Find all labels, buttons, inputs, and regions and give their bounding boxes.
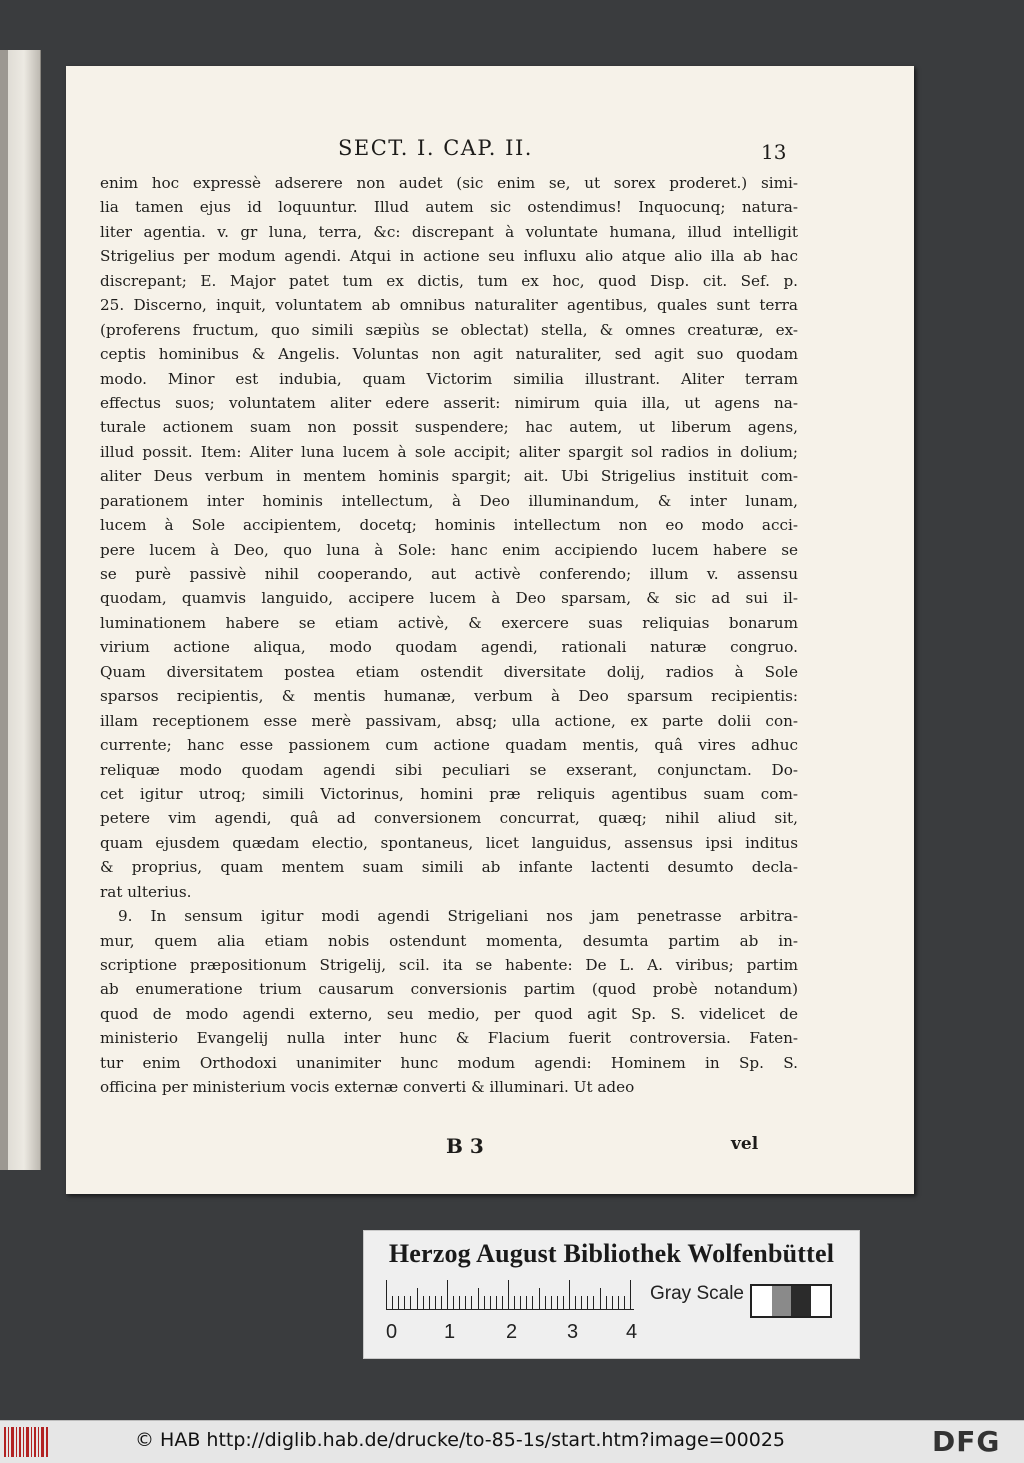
text-line: currente; hanc esse passionem cum actione quadam mentis, quâ vires adhuc [100, 736, 798, 755]
gray-scale-swatches [750, 1284, 832, 1318]
ruler-tick [478, 1288, 479, 1310]
barcode-bar [4, 1427, 6, 1457]
signature-mark: B 3 [446, 1134, 484, 1158]
book-spine-shadow [0, 50, 8, 1170]
barcode-bar [38, 1427, 39, 1457]
ruler-tick [502, 1296, 503, 1310]
dfg-logo[interactable]: DFG [932, 1425, 1001, 1458]
barcode-bar [8, 1427, 9, 1457]
text-line: Quam diversitatem postea etiam ostendit diversitate dolij, radios à Sole [100, 662, 798, 681]
text-line: petere vim agendi, quâ ad conversionem concurrat, quæq; nihil aliud sit, [100, 809, 798, 828]
ruler-tick [581, 1296, 582, 1310]
copyright-url[interactable]: © HAB http://diglib.hab.de/drucke/to-85-1s/start.htm?image=00025 [135, 1429, 785, 1451]
text-line: (proferens fructum, quo simili sæpiùs se oblectat) stella, & omnes creaturæ, ex- [100, 320, 798, 339]
ruler-tick [587, 1296, 588, 1310]
text-line: reliquæ modo quodam agendi sibi peculiari se exserant, conjunctam. Do- [100, 760, 798, 779]
scale-number-4: 4 [626, 1321, 638, 1343]
text-line: ceptis hominibus & Angelis. Voluntas non agit naturaliter, sed agit suo quodam [100, 345, 798, 364]
text-line: liter agentia. v. gr luna, terra, &c: discrepant à voluntate humana, illud intelligit [100, 222, 798, 241]
barcode-bar [23, 1427, 24, 1457]
text-line: scriptione præpositionum Strigelij, scil. ita se habente: De L. A. viribus; partim [100, 956, 798, 974]
text-line: rat ulterius. [100, 882, 192, 901]
ruler-tick [496, 1296, 497, 1310]
ruler-tick [471, 1296, 472, 1310]
page-body-text [100, 171, 798, 1100]
ruler-tick [429, 1296, 430, 1310]
ruler-tick [398, 1296, 399, 1310]
running-header [66, 136, 914, 166]
ruler-tick [563, 1296, 564, 1310]
barcode-bar [19, 1427, 21, 1457]
text-line: 9. In sensum igitur modi agendi Strigeliani nos jam penetrasse arbitra- [118, 907, 798, 926]
gray-scale-label: Gray Scale [650, 1283, 744, 1304]
text-line: lucem à Sole accipientem, docetq; hominis intellectum non eo modo acci- [100, 516, 798, 535]
catchword: vel [731, 1134, 759, 1154]
text-line: virium actione aliqua, modo quodam agendi, rationali naturæ congruo. [100, 638, 798, 657]
scale-number-2: 2 [506, 1321, 518, 1343]
text-line: quam ejusdem quædam electio, spontaneus, licet languidus, assensus ipsi inditus [100, 833, 798, 852]
text-line: discrepant; E. Major patet tum ex dictis, tum ex hoc, quod Disp. cit. Sef. p. [100, 271, 798, 290]
barcode-bar [26, 1427, 29, 1457]
ruler-tick [526, 1296, 527, 1310]
ruler-tick [575, 1296, 576, 1310]
barcode-bar [34, 1427, 36, 1457]
text-line: pere lucem à Deo, quo luna à Sole: hanc enim accipiendo lucem habere se [100, 540, 798, 559]
ruler-tick [508, 1280, 509, 1310]
book-page [66, 66, 914, 1194]
text-line: Strigelius per modum agendi. Atqui in actione seu influxu alio atque alio illa ab hac [100, 247, 798, 266]
ruler-tick [551, 1296, 552, 1310]
ruler-tick [410, 1296, 411, 1310]
barcode-bar [16, 1427, 17, 1457]
ruler-tick [545, 1296, 546, 1310]
ruler-tick [423, 1296, 424, 1310]
ruler-tick [612, 1296, 613, 1310]
scale-number-3: 3 [567, 1321, 579, 1343]
library-name: Herzog August Bibliothek Wolfenbüttel [388, 1239, 835, 1268]
ruler-tick [600, 1288, 601, 1310]
text-line: ab enumeratione trium causarum conversionis partim (quod probè notandum) [100, 980, 798, 999]
ruler-tick [441, 1296, 442, 1310]
text-line: & proprius, quam mentem suam simili ab infante lactenti desumto decla- [100, 858, 798, 877]
text-line: enim hoc expressè adserere non audet (sic enim se, ut sorex proderet.) simi- [100, 174, 798, 192]
text-line: mur, quem alia etiam nobis ostendunt momenta, desumta partim ab in- [100, 931, 798, 950]
text-line: aliter Deus verbum in mentem hominis spargit; ait. Ubi Strigelius instituit com- [100, 467, 798, 486]
scale-number-1: 1 [444, 1321, 456, 1343]
text-line: illud possit. Item: Aliter luna lucem à sole accipit; aliter spargit sol radios in dolium; [100, 442, 798, 461]
text-line: 25. Discerno, inquit, voluntatem ab omnibus naturaliter agentibus, quales sunt terra [100, 296, 798, 315]
ruler-tick [490, 1296, 491, 1310]
ruler-tick [447, 1280, 448, 1310]
footer-bar [0, 1420, 1024, 1463]
text-line: sparsos recipientis, & mentis humanæ, verbum à Deo sparsum recipientis: [100, 687, 798, 706]
ruler-tick [624, 1296, 625, 1310]
text-line: parationem inter hominis intellectum, à Deo illuminandum, & inter lunam, [100, 491, 798, 510]
gray-swatch [811, 1286, 831, 1316]
ruler-tick [539, 1288, 540, 1310]
text-line: officina per ministerium vocis externæ converti & illuminari. Ut adeo [100, 1078, 635, 1097]
barcode-bar [41, 1427, 44, 1457]
page-number: 13 [761, 140, 787, 164]
barcode-bar [11, 1427, 14, 1457]
ruler-tick [593, 1296, 594, 1310]
ruler-tick [465, 1296, 466, 1310]
ruler-tick [514, 1296, 515, 1310]
text-line: quodam, quamvis languido, accipere lucem à Deo sparsam, & sic ad sui il- [100, 589, 798, 608]
text-line: luminationem habere se etiam activè, & exercere suas reliquias bonarum [100, 613, 798, 632]
ruler-tick [392, 1296, 393, 1310]
text-line: quod de modo agendi externo, seu medio, per quod agit Sp. S. videlicet de [100, 1004, 798, 1023]
gray-swatch [772, 1286, 792, 1316]
ruler-tick [459, 1296, 460, 1310]
barcode-icon [4, 1427, 50, 1457]
header-title: SECT. I. CAP. II. [338, 136, 533, 160]
barcode-bar [46, 1427, 48, 1457]
ruler-tick [557, 1296, 558, 1310]
scale-ruler [386, 1278, 636, 1310]
ruler-tick [417, 1288, 418, 1310]
ruler-tick [386, 1280, 387, 1310]
ruler-tick [453, 1296, 454, 1310]
scale-number-0: 0 [386, 1321, 398, 1343]
text-line: turale actionem suam non possit suspendere; hac autem, ut liberum agens, [100, 418, 798, 437]
ruler-tick [569, 1280, 570, 1310]
ruler-tick [404, 1296, 405, 1310]
ruler-tick [606, 1296, 607, 1310]
text-line: se purè passivè nihil cooperando, aut activè conferendo; illum v. assensu [100, 565, 798, 583]
text-line: effectus suos; voluntatem aliter edere asserit: nimirum quia illa, ut agens na- [100, 393, 798, 412]
barcode-bar [31, 1427, 32, 1457]
library-label-card [363, 1230, 860, 1359]
text-line: illam receptionem esse merè passivam, absq; ulla actione, ex parte dolii con- [100, 711, 798, 730]
text-line: cet igitur utroq; simili Victorinus, homini præ reliquis agentibus suam com- [100, 784, 798, 803]
gray-swatch [752, 1286, 772, 1316]
text-line: ministerio Evangelij nulla inter hunc & Flacium fuerit controversia. Faten- [100, 1029, 798, 1048]
ruler-tick [618, 1296, 619, 1310]
text-line: tur enim Orthodoxi unanimiter hunc modum agendi: Hominem in Sp. S. [100, 1053, 798, 1072]
text-line: modo. Minor est indubia, quam Victorim similia illustrant. Aliter terram [100, 369, 798, 388]
ruler-tick [532, 1296, 533, 1310]
ruler-tick [435, 1296, 436, 1310]
ruler-tick [630, 1280, 631, 1310]
ruler-tick [520, 1296, 521, 1310]
gray-swatch [791, 1286, 811, 1316]
text-line: lia tamen ejus id loquuntur. Illud autem sic ostendimus! Inquocunq; natura- [100, 198, 798, 217]
ruler-tick [484, 1296, 485, 1310]
